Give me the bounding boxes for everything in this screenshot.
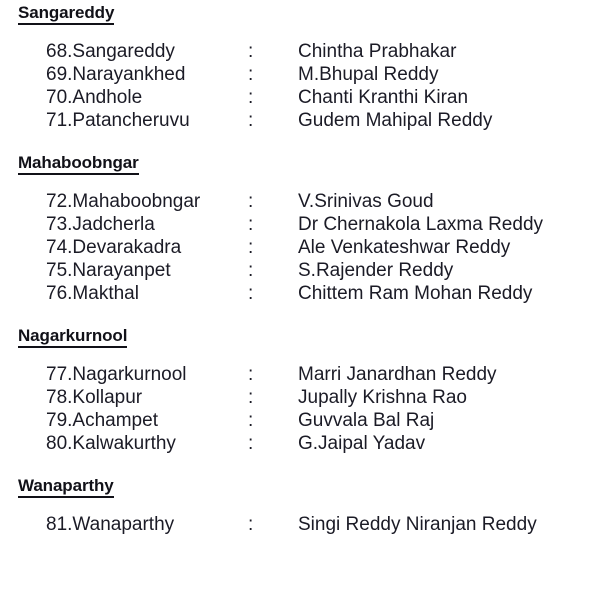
district-heading-row bbox=[0, 3, 614, 26]
constituency-number: 78. bbox=[46, 387, 73, 408]
constituency-number: 76. bbox=[46, 283, 73, 304]
column-separator: : bbox=[248, 387, 254, 408]
column-separator: : bbox=[248, 237, 254, 258]
district-section bbox=[0, 326, 614, 476]
district-heading-row bbox=[0, 326, 614, 349]
constituency-row bbox=[0, 86, 614, 109]
constituency-cell bbox=[0, 213, 248, 236]
constituency-row bbox=[0, 109, 614, 132]
constituency-number: 80. bbox=[46, 433, 73, 454]
constituency-name: Nagarkurnool bbox=[72, 364, 187, 385]
representative-name: S.Rajender Reddy bbox=[298, 260, 454, 281]
constituency-number: 72. bbox=[46, 191, 73, 212]
constituency-number: 70. bbox=[46, 87, 73, 108]
district-section bbox=[0, 153, 614, 326]
constituency-cell bbox=[0, 363, 248, 386]
column-separator: : bbox=[248, 64, 254, 85]
constituency-name: Sangareddy bbox=[72, 41, 175, 62]
district-heading-label: Nagarkurnool bbox=[18, 326, 127, 348]
heading-spacer bbox=[0, 499, 614, 513]
district-heading bbox=[18, 326, 614, 349]
constituency-cell bbox=[0, 190, 248, 213]
column-separator: : bbox=[248, 110, 254, 131]
constituency-list bbox=[0, 40, 614, 132]
constituency-number: 77. bbox=[46, 364, 73, 385]
representative-name: Guvvala Bal Raj bbox=[298, 410, 435, 431]
constituency-cell bbox=[0, 40, 248, 63]
constituency-name: Narayankhed bbox=[72, 64, 186, 85]
constituency-cell bbox=[0, 86, 248, 109]
constituency-name: Makthal bbox=[72, 283, 139, 304]
district-heading bbox=[18, 153, 614, 176]
constituency-list bbox=[0, 513, 614, 536]
representative-name: Gudem Mahipal Reddy bbox=[298, 110, 493, 131]
column-separator: : bbox=[248, 191, 254, 212]
representative-name: V.Srinivas Goud bbox=[298, 191, 434, 212]
district-heading-label: Wanaparthy bbox=[18, 476, 114, 498]
district-section bbox=[0, 3, 614, 153]
constituency-cell bbox=[0, 282, 248, 305]
constituency-number: 75. bbox=[46, 260, 73, 281]
district-heading-row bbox=[0, 153, 614, 176]
district-heading bbox=[18, 476, 614, 499]
constituency-number: 81. bbox=[46, 514, 73, 535]
column-separator: : bbox=[248, 514, 254, 535]
heading-spacer bbox=[0, 176, 614, 190]
constituency-number: 71. bbox=[46, 110, 73, 131]
district-heading-label: Mahaboobngar bbox=[18, 153, 139, 175]
constituency-row bbox=[0, 409, 614, 432]
constituency-name: Patancheruvu bbox=[72, 110, 190, 131]
constituency-row bbox=[0, 432, 614, 455]
representative-name: Ale Venkateshwar Reddy bbox=[298, 237, 511, 258]
constituency-row bbox=[0, 213, 614, 236]
constituency-name: Mahaboobngar bbox=[72, 191, 201, 212]
constituency-number: 74. bbox=[46, 237, 73, 258]
column-separator: : bbox=[248, 87, 254, 108]
representative-name: Jupally Krishna Rao bbox=[298, 387, 467, 408]
representative-name: M.Bhupal Reddy bbox=[298, 64, 439, 85]
section-spacer bbox=[0, 455, 614, 476]
constituency-cell bbox=[0, 259, 248, 282]
representative-name: Chanti Kranthi Kiran bbox=[298, 87, 469, 108]
constituency-row bbox=[0, 363, 614, 386]
constituency-cell bbox=[0, 386, 248, 409]
constituency-cell bbox=[0, 236, 248, 259]
column-separator: : bbox=[248, 214, 254, 235]
constituency-name: Kollapur bbox=[72, 387, 143, 408]
constituency-cell bbox=[0, 109, 248, 132]
constituency-number: 73. bbox=[46, 214, 73, 235]
constituency-row bbox=[0, 282, 614, 305]
district-sections-container bbox=[0, 3, 614, 536]
representative-name: Chittem Ram Mohan Reddy bbox=[298, 283, 533, 304]
constituency-number: 79. bbox=[46, 410, 73, 431]
representative-name: Dr Chernakola Laxma Reddy bbox=[298, 214, 544, 235]
district-heading-row bbox=[0, 476, 614, 499]
constituency-cell bbox=[0, 409, 248, 432]
constituency-name: Achampet bbox=[72, 410, 158, 431]
constituency-number: 68. bbox=[46, 41, 73, 62]
section-spacer bbox=[0, 305, 614, 326]
constituency-name: Narayanpet bbox=[72, 260, 171, 281]
column-separator: : bbox=[248, 433, 254, 454]
column-separator: : bbox=[248, 364, 254, 385]
constituency-row bbox=[0, 40, 614, 63]
district-heading bbox=[18, 3, 614, 26]
constituency-row bbox=[0, 190, 614, 213]
constituency-row bbox=[0, 236, 614, 259]
constituency-row bbox=[0, 259, 614, 282]
constituency-name: Andhole bbox=[72, 87, 143, 108]
constituency-name: Kalwakurthy bbox=[72, 433, 176, 454]
constituency-row bbox=[0, 386, 614, 409]
district-section bbox=[0, 476, 614, 536]
constituency-list bbox=[0, 190, 614, 305]
constituency-cell bbox=[0, 432, 248, 455]
constituency-name: Jadcherla bbox=[72, 214, 155, 235]
representative-name: Chintha Prabhakar bbox=[298, 41, 457, 62]
representative-name: G.Jaipal Yadav bbox=[298, 433, 426, 454]
column-separator: : bbox=[248, 410, 254, 431]
constituency-cell bbox=[0, 63, 248, 86]
constituency-cell bbox=[0, 513, 248, 536]
representative-name: Singi Reddy Niranjan Reddy bbox=[298, 514, 537, 535]
constituency-name: Wanaparthy bbox=[72, 514, 175, 535]
representative-name: Marri Janardhan Reddy bbox=[298, 364, 497, 385]
column-separator: : bbox=[248, 260, 254, 281]
constituency-row bbox=[0, 63, 614, 86]
constituency-list bbox=[0, 363, 614, 455]
heading-spacer bbox=[0, 26, 614, 40]
constituency-name: Devarakadra bbox=[72, 237, 182, 258]
section-spacer bbox=[0, 132, 614, 153]
constituency-row bbox=[0, 513, 614, 536]
constituency-number: 69. bbox=[46, 64, 73, 85]
heading-spacer bbox=[0, 349, 614, 363]
column-separator: : bbox=[248, 41, 254, 62]
column-separator: : bbox=[248, 283, 254, 304]
district-heading-label: Sangareddy bbox=[18, 3, 114, 25]
